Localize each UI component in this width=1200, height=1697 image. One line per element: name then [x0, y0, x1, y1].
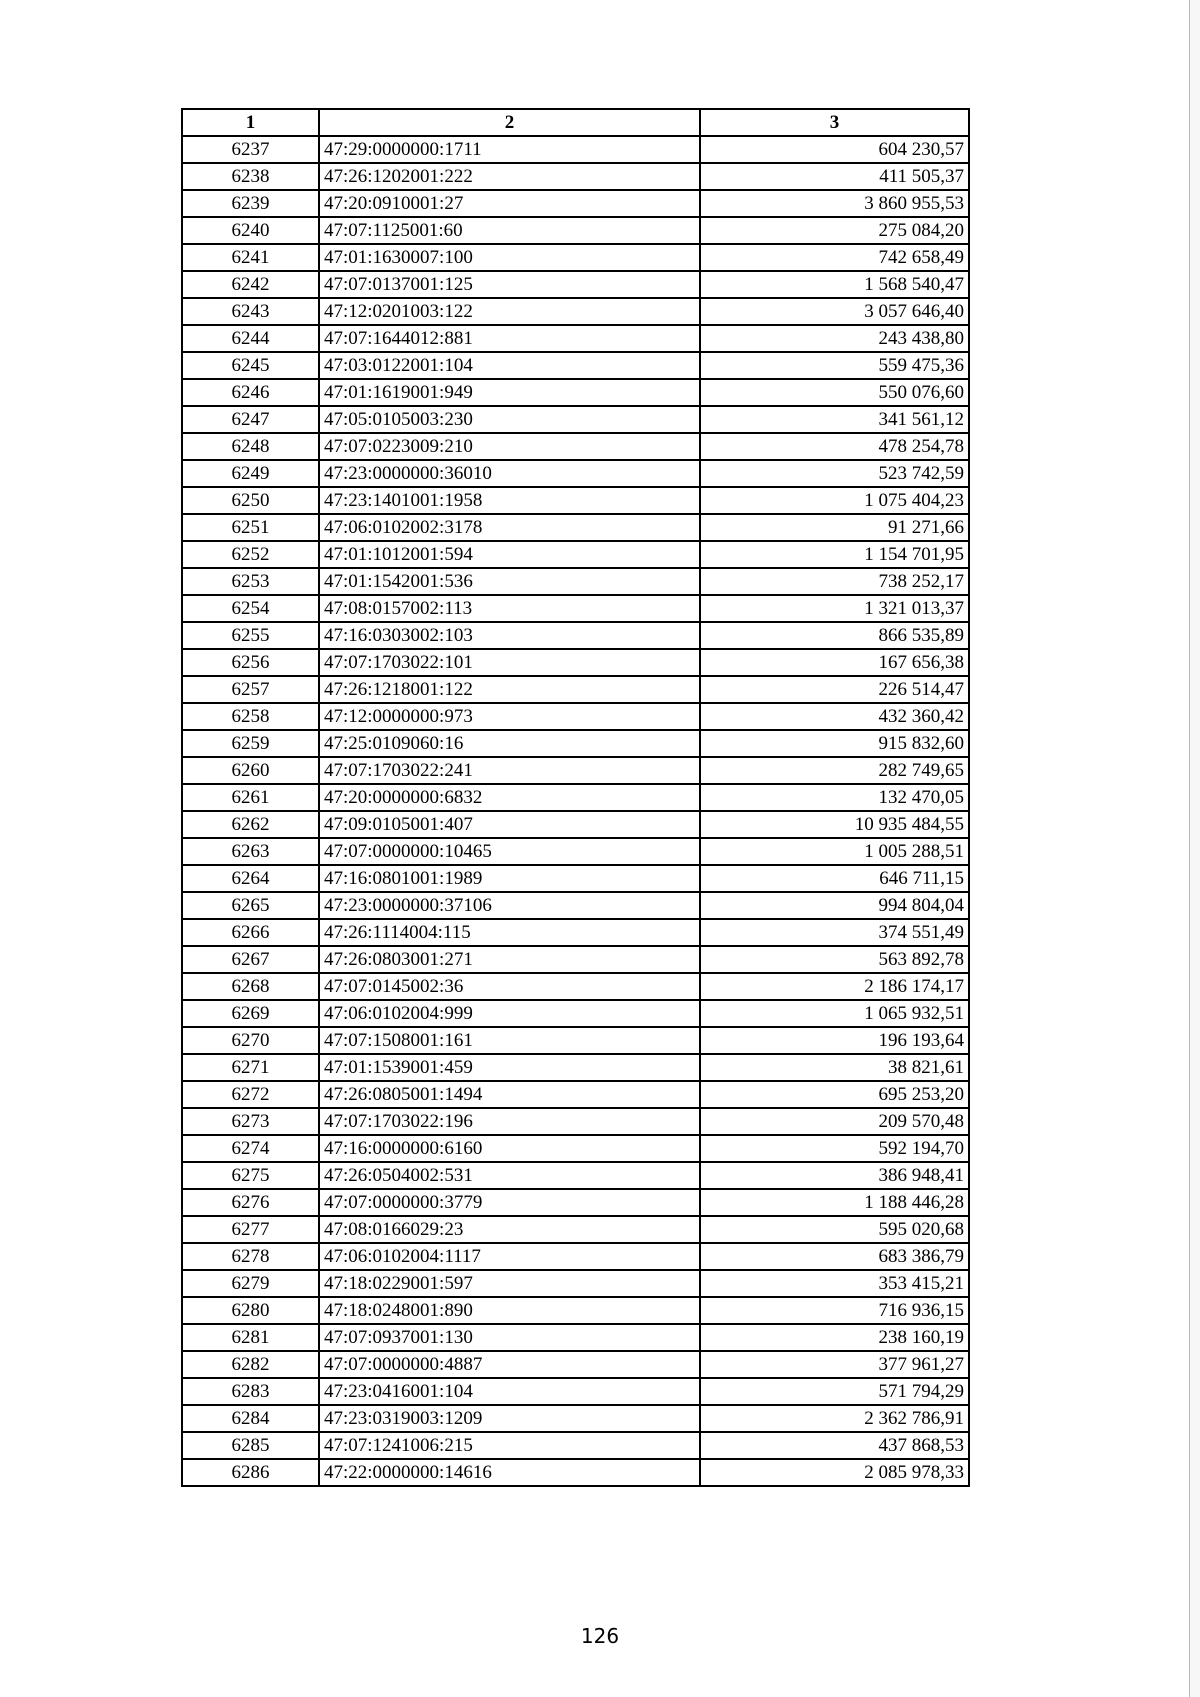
cadastral-number-cell: 47:07:1703022:241 — [319, 757, 700, 784]
cadastral-value-cell: 209 570,48 — [700, 1108, 969, 1135]
cadastral-number-cell: 47:16:0801001:1989 — [319, 865, 700, 892]
cadastral-value-cell: 243 438,80 — [700, 325, 969, 352]
table-row — [182, 568, 969, 595]
cadastral-number-cell: 47:12:0000000:973 — [319, 703, 700, 730]
page-number: 126 — [580, 1624, 620, 1648]
table-row — [182, 784, 969, 811]
table-row — [182, 1081, 969, 1108]
cadastral-value-cell: 386 948,41 — [700, 1162, 969, 1189]
cadastral-number-cell: 47:06:0102004:999 — [319, 1000, 700, 1027]
cadastral-number-cell: 47:05:0105003:230 — [319, 406, 700, 433]
table-row — [182, 1243, 969, 1270]
row-number-cell: 6269 — [182, 1000, 319, 1027]
cadastral-number-cell: 47:07:0223009:210 — [319, 433, 700, 460]
cadastral-number-cell: 47:01:1542001:536 — [319, 568, 700, 595]
row-number-cell: 6242 — [182, 271, 319, 298]
table-row — [182, 595, 969, 622]
cadastral-value-cell: 571 794,29 — [700, 1378, 969, 1405]
table-row — [182, 622, 969, 649]
table-row — [182, 946, 969, 973]
table-row — [182, 1378, 969, 1405]
cadastral-value-cell: 1 065 932,51 — [700, 1000, 969, 1027]
cadastral-value-cell: 683 386,79 — [700, 1243, 969, 1270]
cadastral-value-cell: 167 656,38 — [700, 649, 969, 676]
row-number-cell: 6253 — [182, 568, 319, 595]
cadastral-number-cell: 47:23:0416001:104 — [319, 1378, 700, 1405]
cadastral-value-cell: 646 711,15 — [700, 865, 969, 892]
table-row — [182, 1162, 969, 1189]
cadastral-value-cell: 592 194,70 — [700, 1135, 969, 1162]
cadastral-value-cell: 226 514,47 — [700, 676, 969, 703]
table-row — [182, 541, 969, 568]
cadastral-number-cell: 47:23:0000000:37106 — [319, 892, 700, 919]
row-number-cell: 6266 — [182, 919, 319, 946]
row-number-cell: 6285 — [182, 1432, 319, 1459]
cadastral-number-cell: 47:26:0803001:271 — [319, 946, 700, 973]
table-row — [182, 1054, 969, 1081]
cadastral-value-cell: 2 362 786,91 — [700, 1405, 969, 1432]
cadastral-number-cell: 47:25:0109060:16 — [319, 730, 700, 757]
cadastral-number-cell: 47:07:0145002:36 — [319, 973, 700, 1000]
cadastral-value-cell: 563 892,78 — [700, 946, 969, 973]
cadastral-number-cell: 47:06:0102004:1117 — [319, 1243, 700, 1270]
table-row — [182, 163, 969, 190]
row-number-cell: 6258 — [182, 703, 319, 730]
row-number-cell: 6240 — [182, 217, 319, 244]
cadastral-value-cell: 38 821,61 — [700, 1054, 969, 1081]
cadastral-value-cell: 196 193,64 — [700, 1027, 969, 1054]
row-number-cell: 6251 — [182, 514, 319, 541]
cadastral-value-cell: 437 868,53 — [700, 1432, 969, 1459]
cadastral-value-cell: 353 415,21 — [700, 1270, 969, 1297]
table-row — [182, 730, 969, 757]
table-row — [182, 1135, 969, 1162]
cadastral-number-cell: 47:26:0805001:1494 — [319, 1081, 700, 1108]
cadastral-number-cell: 47:07:1125001:60 — [319, 217, 700, 244]
cadastral-number-cell: 47:16:0303002:103 — [319, 622, 700, 649]
cadastral-value-cell: 1 154 701,95 — [700, 541, 969, 568]
cadastral-value-cell: 523 742,59 — [700, 460, 969, 487]
cadastral-number-cell: 47:12:0201003:122 — [319, 298, 700, 325]
row-number-cell: 6246 — [182, 379, 319, 406]
cadastral-value-cell: 1 005 288,51 — [700, 838, 969, 865]
cadastral-number-cell: 47:07:0000000:3779 — [319, 1189, 700, 1216]
row-number-cell: 6271 — [182, 1054, 319, 1081]
table-row — [182, 1405, 969, 1432]
cadastral-value-cell: 2 085 978,33 — [700, 1459, 969, 1486]
table-body — [182, 136, 969, 1486]
cadastral-number-cell: 47:29:0000000:1711 — [319, 136, 700, 163]
row-number-cell: 6282 — [182, 1351, 319, 1378]
table-row — [182, 919, 969, 946]
table-row — [182, 1189, 969, 1216]
cadastral-number-cell: 47:23:0000000:36010 — [319, 460, 700, 487]
row-number-cell: 6261 — [182, 784, 319, 811]
table-row — [182, 325, 969, 352]
cadastral-value-cell: 994 804,04 — [700, 892, 969, 919]
row-number-cell: 6272 — [182, 1081, 319, 1108]
row-number-cell: 6255 — [182, 622, 319, 649]
row-number-cell: 6283 — [182, 1378, 319, 1405]
table-row — [182, 1000, 969, 1027]
cadastral-number-cell: 47:07:0000000:10465 — [319, 838, 700, 865]
row-number-cell: 6279 — [182, 1270, 319, 1297]
cadastral-value-cell: 595 020,68 — [700, 1216, 969, 1243]
table-row — [182, 973, 969, 1000]
table-row — [182, 190, 969, 217]
row-number-cell: 6277 — [182, 1216, 319, 1243]
cadastral-number-cell: 47:23:1401001:1958 — [319, 487, 700, 514]
row-number-cell: 6276 — [182, 1189, 319, 1216]
table-row — [182, 487, 969, 514]
table-row — [182, 649, 969, 676]
row-number-cell: 6239 — [182, 190, 319, 217]
table-row — [182, 1216, 969, 1243]
row-number-cell: 6264 — [182, 865, 319, 892]
column-header-1: 1 — [182, 109, 319, 136]
cadastral-value-cell: 695 253,20 — [700, 1081, 969, 1108]
table-row — [182, 460, 969, 487]
row-number-cell: 6273 — [182, 1108, 319, 1135]
cadastral-value-cell: 341 561,12 — [700, 406, 969, 433]
cadastral-number-cell: 47:26:0504002:531 — [319, 1162, 700, 1189]
cadastral-number-cell: 47:01:1619001:949 — [319, 379, 700, 406]
cadastral-value-cell: 132 470,05 — [700, 784, 969, 811]
cadastral-number-cell: 47:06:0102002:3178 — [319, 514, 700, 541]
row-number-cell: 6259 — [182, 730, 319, 757]
cadastral-number-cell: 47:20:0000000:6832 — [319, 784, 700, 811]
cadastral-number-cell: 47:03:0122001:104 — [319, 352, 700, 379]
cadastral-value-cell: 1 188 446,28 — [700, 1189, 969, 1216]
cadastral-value-cell: 478 254,78 — [700, 433, 969, 460]
row-number-cell: 6280 — [182, 1297, 319, 1324]
cadastral-value-cell: 866 535,89 — [700, 622, 969, 649]
column-header-3: 3 — [700, 109, 969, 136]
row-number-cell: 6241 — [182, 244, 319, 271]
cadastral-value-cell: 738 252,17 — [700, 568, 969, 595]
cadastral-number-cell: 47:26:1202001:222 — [319, 163, 700, 190]
row-number-cell: 6238 — [182, 163, 319, 190]
cadastral-number-cell: 47:26:1218001:122 — [319, 676, 700, 703]
cadastral-value-cell: 559 475,36 — [700, 352, 969, 379]
cadastral-number-cell: 47:26:1114004:115 — [319, 919, 700, 946]
row-number-cell: 6268 — [182, 973, 319, 1000]
table-row — [182, 433, 969, 460]
cadastral-number-cell: 47:18:0229001:597 — [319, 1270, 700, 1297]
cadastral-number-cell: 47:18:0248001:890 — [319, 1297, 700, 1324]
row-number-cell: 6275 — [182, 1162, 319, 1189]
row-number-cell: 6254 — [182, 595, 319, 622]
cadastral-value-cell: 3 057 646,40 — [700, 298, 969, 325]
row-number-cell: 6243 — [182, 298, 319, 325]
row-number-cell: 6286 — [182, 1459, 319, 1486]
cadastral-number-cell: 47:08:0157002:113 — [319, 595, 700, 622]
row-number-cell: 6244 — [182, 325, 319, 352]
table-row — [182, 838, 969, 865]
cadastral-value-cell: 2 186 174,17 — [700, 973, 969, 1000]
row-number-cell: 6256 — [182, 649, 319, 676]
table-row — [182, 217, 969, 244]
cadastral-value-cell: 604 230,57 — [700, 136, 969, 163]
table-row — [182, 703, 969, 730]
cadastral-number-cell: 47:07:1644012:881 — [319, 325, 700, 352]
table-row — [182, 352, 969, 379]
cadastral-number-cell: 47:01:1012001:594 — [319, 541, 700, 568]
cadastral-value-cell: 550 076,60 — [700, 379, 969, 406]
row-number-cell: 6274 — [182, 1135, 319, 1162]
cadastral-number-cell: 47:20:0910001:27 — [319, 190, 700, 217]
row-number-cell: 6250 — [182, 487, 319, 514]
row-number-cell: 6247 — [182, 406, 319, 433]
table-row — [182, 514, 969, 541]
table-row — [182, 1270, 969, 1297]
row-number-cell: 6263 — [182, 838, 319, 865]
cadastral-value-cell: 1 568 540,47 — [700, 271, 969, 298]
cadastral-value-cell: 91 271,66 — [700, 514, 969, 541]
cadastral-value-cell: 10 935 484,55 — [700, 811, 969, 838]
row-number-cell: 6278 — [182, 1243, 319, 1270]
table-row — [182, 865, 969, 892]
table-row — [182, 1297, 969, 1324]
row-number-cell: 6262 — [182, 811, 319, 838]
table-row — [182, 1324, 969, 1351]
cadastral-value-cell: 275 084,20 — [700, 217, 969, 244]
table-row — [182, 1027, 969, 1054]
cadastral-number-cell: 47:07:0000000:4887 — [319, 1351, 700, 1378]
cadastral-value-cell: 282 749,65 — [700, 757, 969, 784]
cadastral-number-cell: 47:07:0137001:125 — [319, 271, 700, 298]
table-row — [182, 1108, 969, 1135]
row-number-cell: 6249 — [182, 460, 319, 487]
table-row — [182, 271, 969, 298]
cadastral-number-cell: 47:23:0319003:1209 — [319, 1405, 700, 1432]
table-row — [182, 1459, 969, 1486]
cadastral-number-cell: 47:09:0105001:407 — [319, 811, 700, 838]
row-number-cell: 6284 — [182, 1405, 319, 1432]
cadastral-value-cell: 742 658,49 — [700, 244, 969, 271]
row-number-cell: 6260 — [182, 757, 319, 784]
row-number-cell: 6252 — [182, 541, 319, 568]
table-row — [182, 136, 969, 163]
table-row — [182, 244, 969, 271]
table-row — [182, 379, 969, 406]
cadastral-value-cell: 3 860 955,53 — [700, 190, 969, 217]
table-row — [182, 892, 969, 919]
row-number-cell: 6270 — [182, 1027, 319, 1054]
table-row — [182, 298, 969, 325]
row-number-cell: 6257 — [182, 676, 319, 703]
cadastral-number-cell: 47:08:0166029:23 — [319, 1216, 700, 1243]
cadastral-number-cell: 47:01:1539001:459 — [319, 1054, 700, 1081]
row-number-cell: 6237 — [182, 136, 319, 163]
cadastral-number-cell: 47:07:1703022:101 — [319, 649, 700, 676]
table-row — [182, 757, 969, 784]
cadastral-number-cell: 47:16:0000000:6160 — [319, 1135, 700, 1162]
cadastral-value-cell: 238 160,19 — [700, 1324, 969, 1351]
table-row — [182, 676, 969, 703]
cadastral-number-cell: 47:01:1630007:100 — [319, 244, 700, 271]
cadastral-number-cell: 47:07:1241006:215 — [319, 1432, 700, 1459]
cadastral-value-cell: 915 832,60 — [700, 730, 969, 757]
cadastral-value-cell: 374 551,49 — [700, 919, 969, 946]
cadastral-number-cell: 47:07:0937001:130 — [319, 1324, 700, 1351]
table-row — [182, 1351, 969, 1378]
row-number-cell: 6265 — [182, 892, 319, 919]
cadastral-value-cell: 377 961,27 — [700, 1351, 969, 1378]
cadastral-value-cell: 432 360,42 — [700, 703, 969, 730]
cadastral-number-cell: 47:07:1508001:161 — [319, 1027, 700, 1054]
cadastral-value-cell: 1 075 404,23 — [700, 487, 969, 514]
row-number-cell: 6267 — [182, 946, 319, 973]
cadastral-number-cell: 47:07:1703022:196 — [319, 1108, 700, 1135]
cadastral-value-table — [181, 108, 970, 1487]
cadastral-value-cell: 1 321 013,37 — [700, 595, 969, 622]
page-edge — [1189, 0, 1200, 1697]
table-header-row — [182, 109, 969, 136]
row-number-cell: 6281 — [182, 1324, 319, 1351]
row-number-cell: 6245 — [182, 352, 319, 379]
table-row — [182, 811, 969, 838]
column-header-2: 2 — [319, 109, 700, 136]
table-row — [182, 1432, 969, 1459]
cadastral-value-cell: 716 936,15 — [700, 1297, 969, 1324]
cadastral-value-cell: 411 505,37 — [700, 163, 969, 190]
table-row — [182, 406, 969, 433]
row-number-cell: 6248 — [182, 433, 319, 460]
cadastral-number-cell: 47:22:0000000:14616 — [319, 1459, 700, 1486]
